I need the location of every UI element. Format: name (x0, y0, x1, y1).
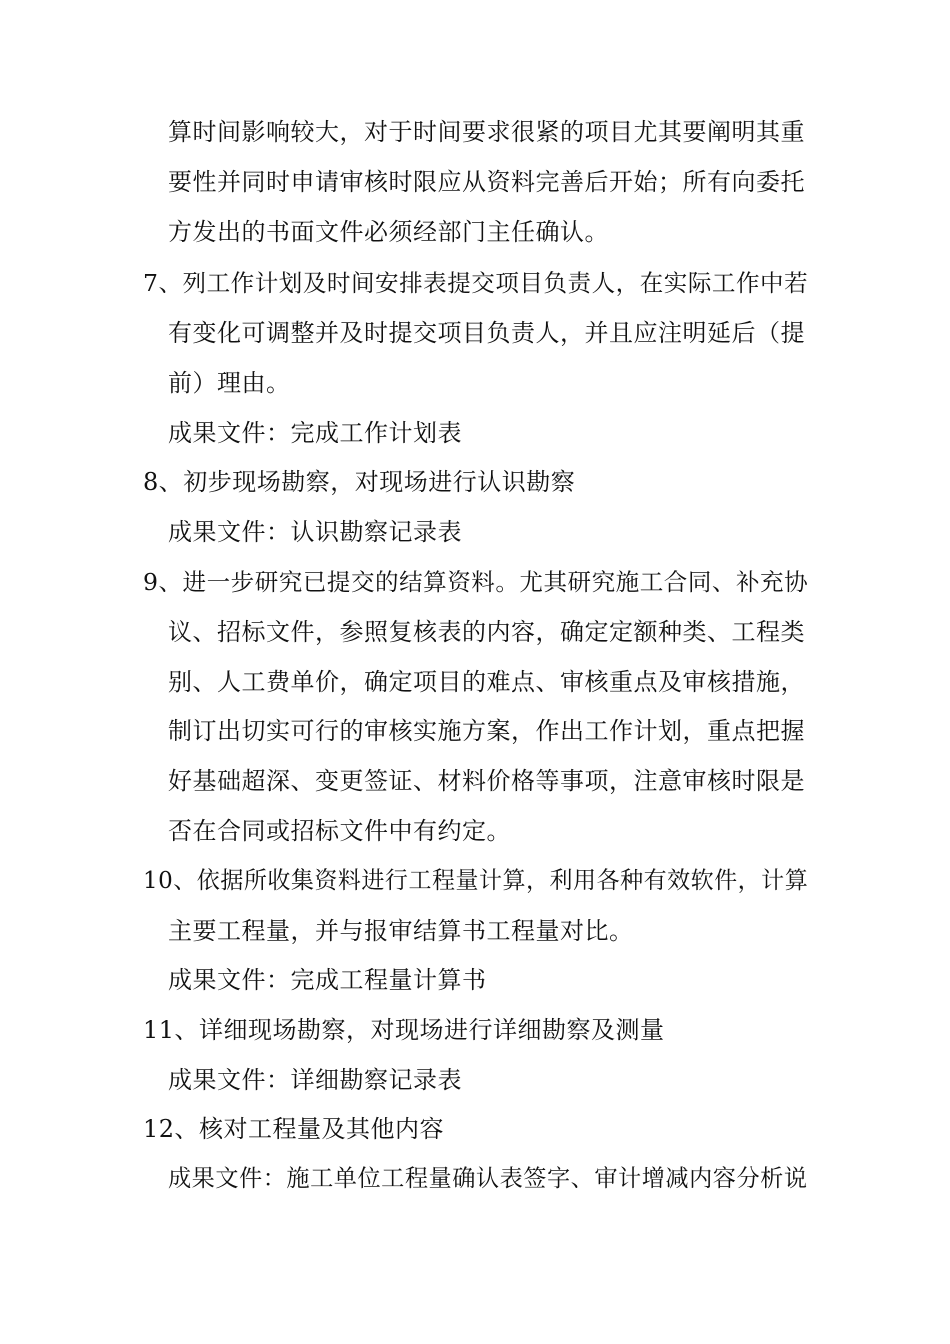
list-item-7: 7、列工作计划及时间安排表提交项目负责人，在实际工作中若 (143, 269, 809, 297)
list-item-8: 8、初步现场勘察，对现场进行认识勘察 (143, 468, 576, 496)
text-line: 有变化可调整并及时提交项目负责人，并且应注明延后（提 (168, 319, 805, 347)
text-line: 别、人工费单价，确定项目的难点、审核重点及审核措施， (168, 668, 805, 696)
text-line: 好基础超深、变更签证、材料价格等事项，注意审核时限是 (168, 767, 805, 795)
text-line: 算时间影响较大，对于时间要求很紧的项目尤其要阐明其重 (168, 118, 805, 146)
list-item-12: 12、核对工程量及其他内容 (143, 1115, 445, 1143)
deliverable-line: 成果文件：认识勘察记录表 (168, 518, 462, 546)
text-line: 否在合同或招标文件中有约定。 (168, 817, 511, 845)
list-item-11: 11、详细现场勘察，对现场进行详细勘察及测量 (143, 1016, 665, 1044)
text-line: 要性并同时申请审核时限应从资料完善后开始；所有向委托 (168, 168, 805, 196)
deliverable-line: 成果文件：完成工程量计算书 (168, 966, 487, 994)
text-line: 议、招标文件，参照复核表的内容，确定定额种类、工程类 (168, 618, 805, 646)
list-item-9: 9、进一步研究已提交的结算资料。尤其研究施工合同、补充协 (143, 568, 809, 596)
list-item-10: 10、依据所收集资料进行工程量计算，利用各种有效软件，计算 (143, 868, 809, 894)
deliverable-line: 成果文件：施工单位工程量确认表签字、审计增减内容分析说 (168, 1165, 808, 1192)
text-line: 方发出的书面文件必须经部门主任确认。 (168, 218, 609, 246)
deliverable-line: 成果文件：完成工作计划表 (168, 419, 462, 447)
text-line: 制订出切实可行的审核实施方案，作出工作计划，重点把握 (168, 717, 805, 745)
text-line: 主要工程量，并与报审结算书工程量对比。 (168, 917, 634, 945)
deliverable-line: 成果文件：详细勘察记录表 (168, 1066, 462, 1094)
text-line: 前）理由。 (168, 369, 291, 397)
